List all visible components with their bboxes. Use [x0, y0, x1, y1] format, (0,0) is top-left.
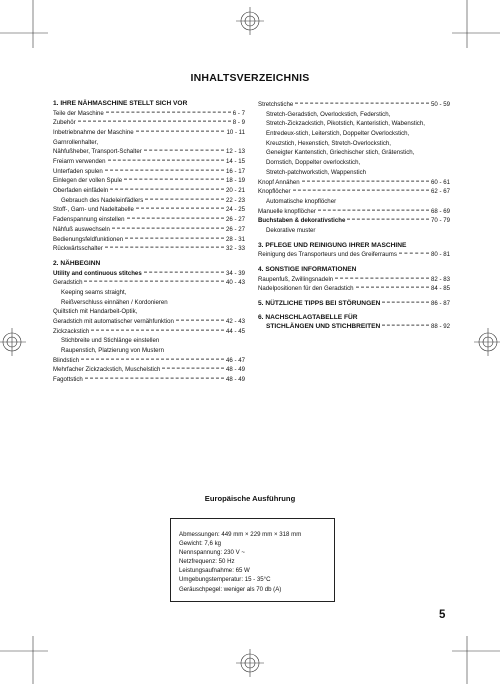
- dot-leader: [112, 226, 224, 228]
- page-ref: 16 - 17: [226, 167, 245, 175]
- toc-entry-label: Nähfuß auswechseln: [53, 225, 110, 233]
- toc-entry: [53, 356, 245, 366]
- toc-entry: [258, 207, 450, 217]
- toc-text-line: [53, 307, 245, 317]
- toc-entry: [53, 128, 245, 138]
- dot-leader: [382, 324, 429, 326]
- toc-entry-label: Freiarm verwenden: [53, 158, 106, 166]
- dot-leader: [302, 179, 429, 181]
- page-ref: 86 - 87: [431, 299, 450, 307]
- toc-entry: [258, 275, 450, 285]
- euro-title: Europäische Ausführung: [204, 494, 296, 503]
- toc-entry: [53, 269, 245, 279]
- toc-text-line: [258, 129, 450, 139]
- toc-entry-label: Gebrauch des Nadeleinfädlers: [61, 196, 144, 204]
- toc-entry-label: Einlegen der vollen Spule: [53, 177, 123, 185]
- dot-leader: [110, 188, 224, 190]
- dot-leader: [85, 377, 224, 379]
- toc-entry-label: Fadenspannung einstellen: [53, 216, 125, 224]
- specifications-box: [170, 518, 335, 602]
- page-ref: 12 - 13: [226, 148, 245, 156]
- page-title: INHALTSVERZEICHNIS: [190, 72, 310, 84]
- page-number: 5: [439, 609, 446, 621]
- dot-leader: [399, 252, 429, 254]
- page-ref: 46 - 47: [226, 356, 245, 364]
- toc-entry: [53, 157, 245, 167]
- toc-entry-label: Quiltstich mit Handarbeit-Optik,: [53, 308, 138, 316]
- dot-leader: [293, 189, 429, 191]
- page-ref: 68 - 69: [431, 207, 450, 215]
- toc-entry-label: Stretch-patchworkstich, Wappenstich: [266, 168, 367, 176]
- dot-leader: [108, 159, 225, 161]
- spec-line: Nennspannung: 230 V ~: [179, 549, 245, 557]
- toc-entry-label: Garnrollenhalter,: [53, 138, 99, 146]
- page-ref: 6 - 7: [232, 109, 245, 117]
- toc-entry-label: Geradstich mit automatischer vernähfunktion: [53, 317, 174, 325]
- dot-leader: [125, 236, 224, 238]
- registration-mark-bottom: [236, 649, 264, 677]
- page-ref: 48 - 49: [226, 376, 245, 384]
- spec-line: Umgebungstemperatur: 15 - 35°C: [179, 576, 271, 584]
- page-ref: 88 - 92: [431, 323, 450, 331]
- page-ref: 26 - 27: [226, 225, 245, 233]
- toc-entry-label: Knopflöcher: [258, 188, 291, 196]
- toc-text-line: [258, 226, 450, 236]
- toc-text-line: [53, 298, 245, 308]
- toc-text-line: [258, 119, 450, 129]
- toc-entry: [53, 235, 245, 245]
- toc-left-column: [53, 100, 245, 385]
- spec-line: Netzfrequenz: 50 Hz: [179, 558, 235, 566]
- toc-entry-label: Automatische knopflöcher: [266, 197, 337, 205]
- toc-entry: [258, 284, 450, 294]
- section-heading: 4. SONSTIGE INFORMATIONEN: [258, 265, 357, 273]
- toc-entry-label: Stretch-Geradstich, Overlockstich, Federstich,: [266, 110, 391, 118]
- toc-entry: [53, 225, 245, 235]
- dot-leader: [105, 246, 224, 248]
- dot-leader: [136, 207, 224, 209]
- toc-text-line: [53, 288, 245, 298]
- toc-entry: [53, 118, 245, 128]
- spec-line: Leistungsaufnahme: 65 W: [179, 567, 250, 575]
- page-ref: 14 - 15: [226, 158, 245, 166]
- toc-entry: [258, 250, 450, 260]
- toc-entry-label: Geneigter Kantenstich, Griechischer stich, Grätenstich,: [266, 149, 415, 157]
- page-ref: 22 - 23: [226, 196, 245, 204]
- section-heading: 1. IHRE NÄHMASCHINE STELLT SICH VOR: [53, 100, 188, 107]
- dot-leader: [106, 110, 231, 112]
- section-heading-line: [258, 323, 450, 332]
- toc-entry-label: Stretchstiche: [258, 101, 294, 108]
- page-ref: 62 - 67: [431, 188, 450, 196]
- spec-line: Geräuschpegel: weniger als 70 db (A): [179, 585, 282, 593]
- toc-text-line: [53, 138, 245, 148]
- page-ref: 18 - 19: [226, 177, 245, 185]
- toc-entry: [258, 216, 450, 226]
- toc-entry-label: Unterfaden spulen: [53, 167, 103, 175]
- page-ref: 84 - 85: [431, 285, 450, 293]
- toc-entry: [258, 178, 450, 188]
- toc-entry-label: Bedienungsfeldfunktionen: [53, 235, 124, 243]
- dot-leader: [136, 130, 225, 132]
- dot-leader: [176, 319, 224, 321]
- page-ref: 44 - 45: [226, 327, 245, 335]
- dot-leader: [162, 367, 224, 369]
- toc-text-line: [258, 197, 450, 207]
- dot-leader: [127, 217, 225, 219]
- toc-entry: [53, 186, 245, 196]
- page-ref: 34 - 39: [226, 269, 245, 277]
- toc-entry: [53, 176, 245, 186]
- toc-text-line: [258, 158, 450, 168]
- toc-entry: [53, 278, 245, 288]
- dot-leader: [84, 280, 224, 282]
- dot-leader: [81, 357, 224, 359]
- toc-entry-label: Knopf Annähen: [258, 178, 300, 186]
- page-ref: 24 - 25: [226, 206, 245, 214]
- toc-entry-label: Oberfaden einfädeln: [53, 187, 109, 195]
- page-ref: 26 - 27: [226, 216, 245, 224]
- toc-entry-label: Stretch-Zickzackstich, Pikotstich, Kanteristich, Wabenstich,: [266, 120, 425, 128]
- dot-leader: [382, 300, 429, 302]
- toc-entry-label: Stichbreite und Stichlänge einstellen: [61, 337, 160, 345]
- toc-text-line: [258, 148, 450, 158]
- toc-entry-label: Nähfußheber, Transport-Schalter: [53, 148, 142, 156]
- dot-leader: [295, 102, 429, 104]
- toc-entry: [53, 365, 245, 375]
- toc-entry-label: Entredeux-stich, Leiterstich, Doppelter Overlockstich,: [266, 130, 410, 138]
- page-ref: 42 - 43: [226, 317, 245, 325]
- dot-leader: [144, 149, 224, 151]
- toc-entry-label: Reißverschluss einnähen / Kordonieren: [61, 298, 168, 306]
- dot-leader: [335, 276, 429, 278]
- dot-leader: [124, 178, 224, 180]
- page-ref: 8 - 9: [232, 119, 245, 127]
- toc-entry: [53, 327, 245, 337]
- spec-line: Gewicht: 7,6 kg: [179, 540, 221, 548]
- page-ref: 80 - 81: [431, 251, 450, 259]
- dot-leader: [144, 270, 224, 272]
- toc-entry: [53, 205, 245, 215]
- toc-text-line: [53, 346, 245, 356]
- toc-entry: [53, 167, 245, 177]
- section-heading: [258, 300, 450, 309]
- toc-entry-label: Rückwärtsschalter: [53, 245, 103, 253]
- dot-leader: [105, 168, 224, 170]
- toc-entry-label: Mehrfacher Zickzackstich, Muschelstich: [53, 366, 161, 374]
- toc-entry-label: Stoff-, Garn- und Nadeltabelle: [53, 206, 134, 214]
- toc-entry-label: Inbetriebnahme der Maschine: [53, 128, 134, 136]
- page-ref: 32 - 33: [226, 245, 245, 253]
- registration-mark-top: [236, 7, 264, 35]
- page-ref: 50 - 59: [431, 101, 450, 108]
- dot-leader: [356, 286, 429, 288]
- toc-entry: [53, 317, 245, 327]
- page-ref: 82 - 83: [431, 275, 450, 283]
- page-ref: 10 - 11: [226, 128, 245, 136]
- toc-entry-label: Raupenstich, Platzierung von Mustern: [61, 347, 164, 354]
- section-heading: 3. PFLEGE UND REINIGUNG IHRER MASCHINE: [258, 241, 407, 249]
- toc-entry: [53, 244, 245, 254]
- toc-entry-label: Blindstich: [53, 356, 80, 364]
- toc-entry-label: Fagottstich: [53, 376, 83, 384]
- toc-text-line: [258, 110, 450, 120]
- toc-entry-label: Reinigung des Transporteurs und des Greiferraums: [258, 251, 397, 259]
- page-ref: 40 - 43: [226, 279, 245, 287]
- dot-leader: [78, 120, 231, 122]
- section-heading-text: STICHLÄNGEN UND STICHBREITEN: [266, 323, 381, 331]
- toc-text-line: [258, 168, 450, 178]
- page-ref: 48 - 49: [226, 366, 245, 374]
- toc-entry-label: Kreuzstich, Hexenstich, Stretch-Overlockstich,: [266, 139, 391, 147]
- section-heading-text: 5. NÜTZLICHE TIPPS BEI STÖRUNGEN: [258, 299, 381, 307]
- toc-entry: [53, 147, 245, 157]
- toc-entry-label: Zubehör: [53, 119, 76, 127]
- section-heading: 2. NÄHBEGINN: [53, 259, 101, 267]
- page-ref: 28 - 31: [226, 235, 245, 243]
- registration-mark-left: [0, 328, 26, 356]
- toc-entry-label: Nadelpositionen für den Geradstich: [258, 285, 354, 293]
- toc-entry-label: Utility and continuous stitches: [53, 269, 142, 277]
- spec-line: Abmessungen: 449 mm × 229 mm × 318 mm: [179, 531, 302, 538]
- dot-leader: [91, 328, 224, 330]
- toc-text-line: [258, 139, 450, 149]
- page-ref: 60 - 61: [431, 178, 450, 186]
- toc-entry: [53, 215, 245, 225]
- registration-mark-right: [474, 328, 500, 356]
- section-heading: [258, 314, 450, 331]
- toc-entry-label: Geradstich: [53, 279, 83, 287]
- dot-leader: [145, 197, 224, 199]
- toc-entry-label: Dornstich, Doppelter overlockstich,: [266, 159, 361, 167]
- page-ref: 70 - 79: [431, 217, 450, 225]
- toc-entry-label: Dekorative muster: [266, 226, 316, 234]
- dot-leader: [318, 208, 429, 210]
- toc-entry: [258, 100, 450, 110]
- toc-entry: [53, 375, 245, 385]
- toc-entry: [258, 187, 450, 197]
- dot-leader: [347, 218, 429, 220]
- toc-right-column: [258, 100, 450, 332]
- toc-entry-label: Raupenfuß, Zwillingsnadeln: [258, 275, 334, 283]
- toc-entry-label: Manuelle knopflöcher: [258, 207, 316, 215]
- toc-entry-label: Teile der Maschine: [53, 109, 104, 117]
- toc-entry: [53, 196, 245, 206]
- section-heading-text: 6. NACHSCHLAGTABELLE FÜR: [258, 314, 358, 322]
- toc-entry-label: Buchstaben & dekoratívstiche: [258, 217, 346, 225]
- page-ref: 20 - 21: [226, 187, 245, 195]
- toc-entry-label: Zickzackstich: [53, 327, 90, 335]
- toc-entry: [53, 109, 245, 119]
- toc-entry-label: Keeping seams straight,: [61, 288, 127, 296]
- toc-text-line: [53, 336, 245, 346]
